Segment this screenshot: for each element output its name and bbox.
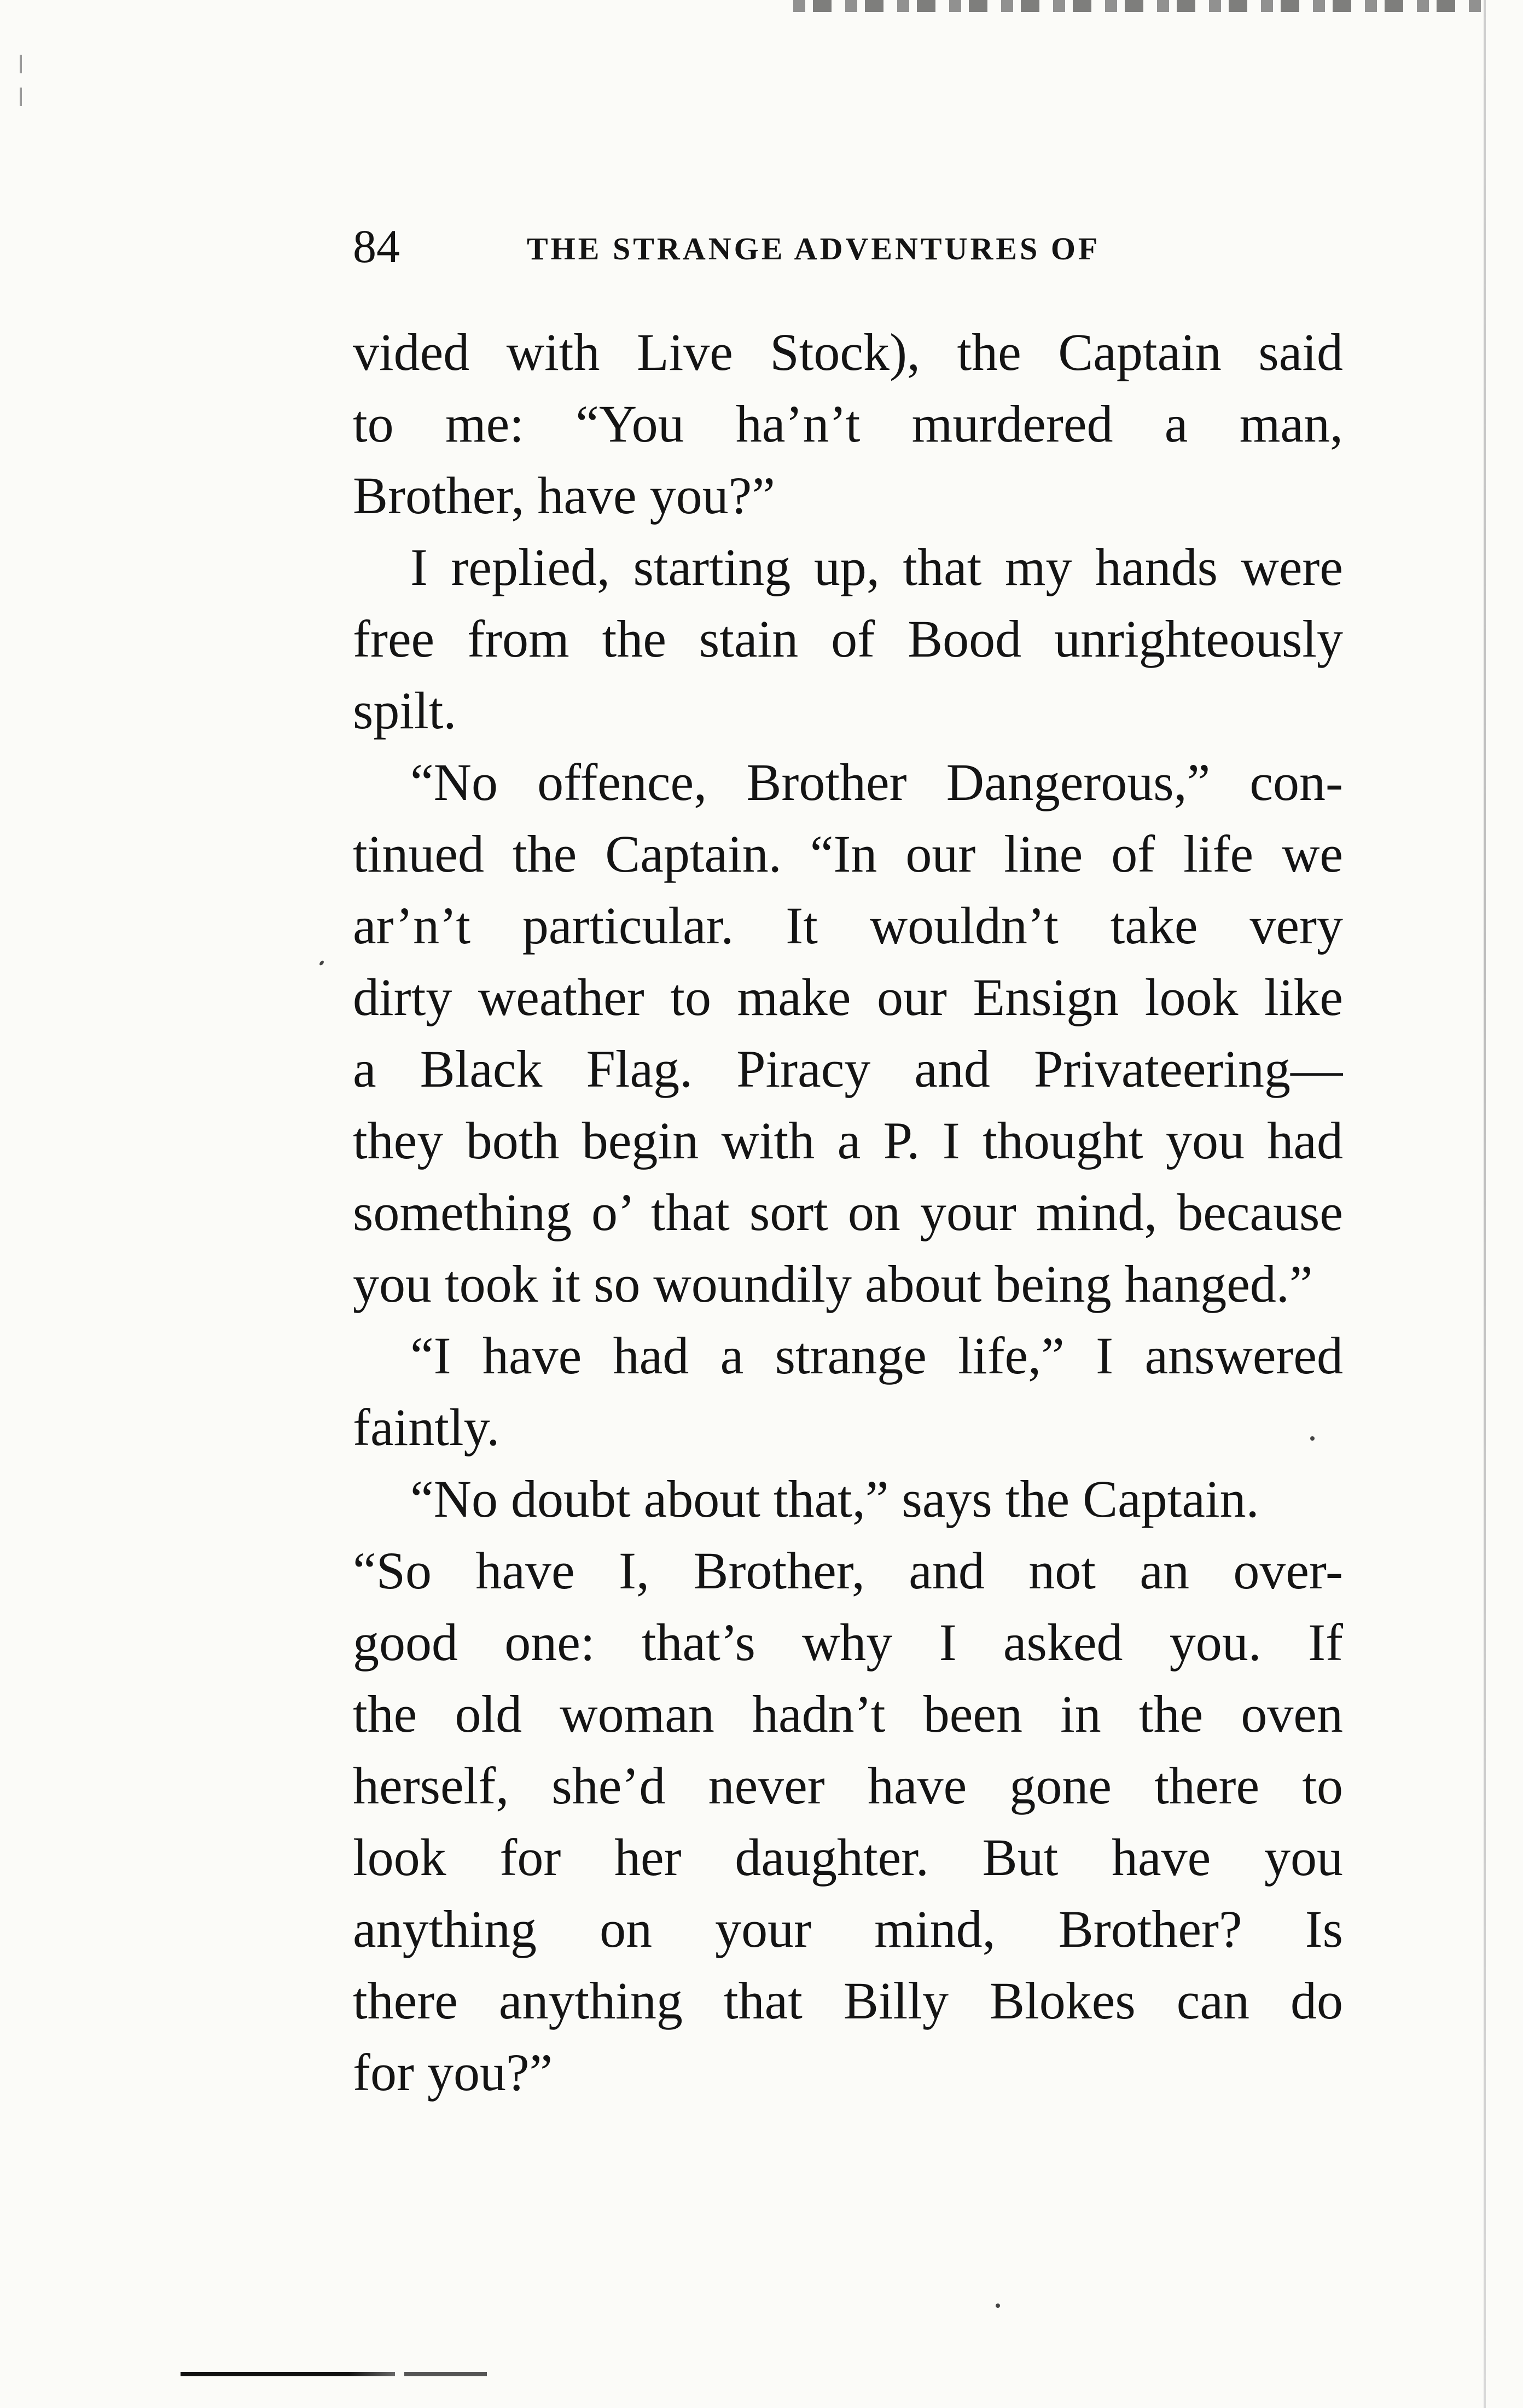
text-line: look for her daughter. But have you [353,1828,1343,1887]
scan-speck [1310,1436,1315,1441]
text-line: spilt. [353,681,457,740]
text-line: “I have had a strange life,” I answered [410,1326,1343,1385]
text-line: something o’ that sort on your mind, because [353,1183,1343,1241]
scan-speck [318,960,324,966]
text-line: faintly. [353,1398,500,1457]
text-line: I replied, starting up, that my hands were [410,538,1343,596]
text-line: anything on your mind, Brother? Is [353,1900,1343,1958]
text-line: for you?” [353,2043,553,2102]
bottom-rule [181,2372,487,2376]
scan-smudge [793,0,1483,12]
page-header [353,216,1343,276]
text-line: “No doubt about that,” says the Captain. [410,1470,1259,1528]
page-edge [1484,0,1486,2408]
text-line: the old woman hadn’t been in the oven [353,1685,1343,1743]
scan-mark [20,88,22,106]
text-line: you took it so woundily about being hanged.” [353,1255,1313,1313]
text-line: good one: that’s why I asked you. If [353,1613,1343,1672]
text-line: Brother, have you?” [353,466,775,525]
text-line: “So have I, Brother, and not an over- [353,1541,1343,1600]
text-line: there anything that Billy Blokes can do [353,1971,1343,2030]
text-line: free from the stain of Bood unrighteously [353,610,1343,668]
body-text [353,316,1343,2108]
page-number: 84 [353,220,400,272]
text-line: vided with Live Stock), the Captain said [353,323,1343,381]
scan-mark [20,55,22,73]
text-line: they both begin with a P. I thought you had [353,1111,1343,1170]
text-line: dirty weather to make our Ensign look like [353,968,1343,1026]
text-line: ar’n’t particular. It wouldn’t take very [353,896,1343,955]
text-line: herself, she’d never have gone there to [353,1756,1343,1815]
running-head: THE STRANGE ADVENTURES OF [527,231,1101,266]
scan-speck [996,2303,1000,2308]
text-line: to me: “You ha’n’t murdered a man, [353,394,1343,453]
text-line: tinued the Captain. “In our line of life we [353,825,1343,883]
text-line: “No offence, Brother Dangerous,” con- [410,753,1343,811]
text-line: a Black Flag. Piracy and Privateering— [353,1040,1343,1098]
